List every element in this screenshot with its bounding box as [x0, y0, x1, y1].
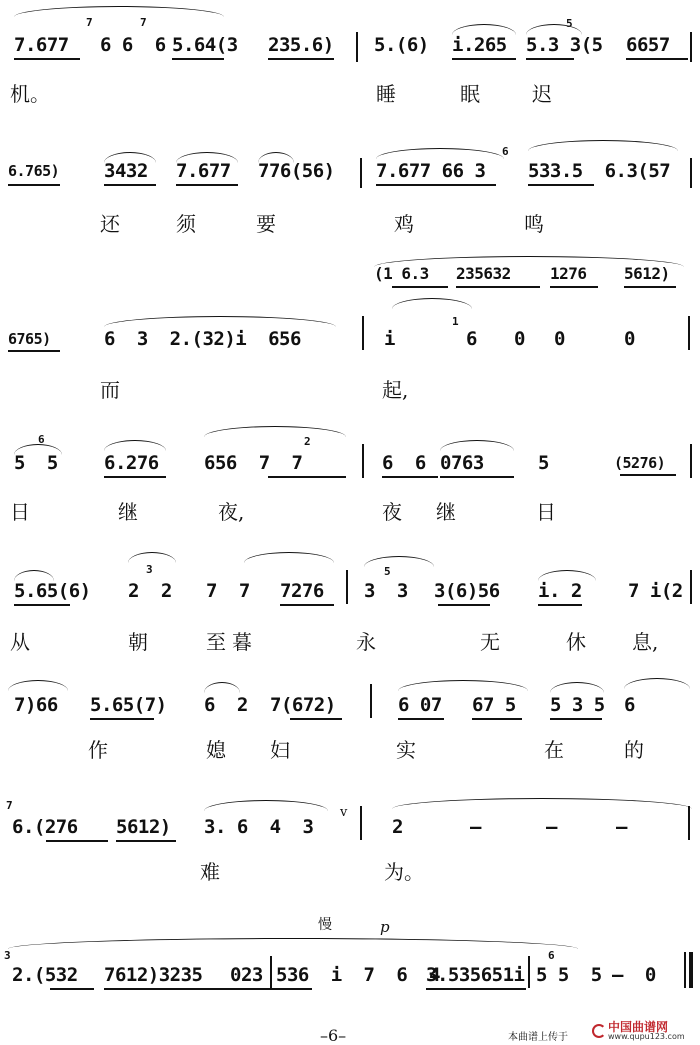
underline	[392, 286, 448, 288]
note-group: 6.276	[104, 452, 159, 474]
tempo-marking: 慢	[318, 917, 332, 933]
note-group: 3 3	[364, 580, 408, 602]
lyric: 媳	[206, 738, 226, 762]
note-group: 2.(532	[12, 964, 78, 986]
note-group: 023	[230, 964, 263, 986]
slur	[364, 556, 434, 567]
barline	[690, 32, 692, 62]
grace-note: 5	[384, 565, 391, 578]
lyric: 机。	[10, 82, 50, 106]
final-barline-thin	[684, 952, 686, 988]
lyric: 还	[100, 212, 120, 236]
barline	[360, 806, 362, 840]
note-group: 2 2	[128, 580, 172, 602]
underline	[620, 474, 676, 476]
note-group: 533.5 6.3(57	[528, 160, 671, 182]
page-number: –6–	[320, 1026, 347, 1045]
slur	[624, 678, 690, 689]
slur	[104, 316, 336, 327]
slur	[398, 680, 528, 691]
underline	[472, 718, 522, 720]
note-group: 67 5	[472, 694, 516, 716]
note-group: i. 2	[538, 580, 582, 602]
note-group: 6.765)	[8, 162, 60, 180]
barline	[270, 956, 272, 988]
underline	[624, 286, 676, 288]
lyric: 鸣	[524, 212, 544, 236]
note-group: –	[616, 816, 627, 838]
note-group: 7.677	[176, 160, 231, 182]
grace-note: 2	[304, 435, 311, 448]
lyric: 须	[176, 212, 196, 236]
barline	[356, 32, 358, 62]
note-group: 5 3 5	[550, 694, 605, 716]
note-group: 0	[514, 328, 525, 350]
note-group: 0	[624, 328, 635, 350]
underline	[452, 58, 516, 60]
underline	[104, 988, 280, 990]
lyric: 要	[256, 212, 276, 236]
logo-url: www.qupu123.com	[608, 1031, 685, 1041]
note-group: 6657	[626, 34, 670, 56]
slur	[8, 938, 578, 949]
lyric: 眠	[460, 82, 480, 106]
underline	[438, 604, 490, 606]
underline	[172, 58, 224, 60]
lyric: 日	[10, 500, 30, 524]
barline	[690, 158, 692, 188]
note-group: i.265	[452, 34, 507, 56]
slur	[8, 680, 68, 691]
note-group: 5.64(3	[172, 34, 238, 56]
underline	[290, 718, 342, 720]
slur	[204, 426, 346, 437]
slur	[14, 6, 224, 17]
lyric: 而	[100, 378, 120, 402]
underline	[14, 604, 70, 606]
note-group: 3432	[104, 160, 148, 182]
barline	[370, 684, 372, 718]
underline	[550, 718, 602, 720]
barline	[362, 316, 364, 350]
slur	[440, 440, 514, 451]
slur	[244, 552, 334, 563]
lyric: 继	[118, 500, 138, 524]
note-group: 5.3 3(5	[526, 34, 603, 56]
note-group: 7)66	[14, 694, 58, 716]
note-group: 5 5 5	[536, 964, 602, 986]
lyric: 迟	[532, 82, 552, 106]
underline	[456, 286, 540, 288]
upper-note-group: 235632	[456, 264, 511, 283]
site-logo[interactable]	[592, 1019, 685, 1041]
slur	[104, 440, 166, 451]
note-group: 7 i(2	[628, 580, 683, 602]
note-group: 6 6	[382, 452, 426, 474]
grace-note: 7	[140, 16, 147, 29]
underline	[46, 840, 108, 842]
slur	[128, 552, 176, 563]
lyric: 睡	[376, 82, 396, 106]
underline	[280, 604, 334, 606]
underline	[398, 718, 444, 720]
lyric: 息,	[632, 630, 659, 654]
note-group: 7 7	[206, 580, 250, 602]
note-group: 5	[538, 452, 549, 474]
note-group: (5276)	[614, 454, 666, 472]
underline	[276, 988, 312, 990]
lyric: 无	[480, 630, 500, 654]
grace-note: 6	[38, 433, 45, 446]
note-group: 6 6 6	[100, 34, 166, 56]
lyric: 夜	[382, 500, 402, 524]
note-group: 7276	[280, 580, 324, 602]
underline	[90, 718, 154, 720]
note-group: –	[470, 816, 481, 838]
upper-note-group: 1276	[550, 264, 587, 283]
grace-note: 6	[502, 145, 509, 158]
lyric: 永	[356, 630, 376, 654]
note-group: 6	[466, 328, 477, 350]
underline	[426, 988, 526, 990]
slur	[392, 298, 472, 309]
logo-icon	[592, 1024, 606, 1038]
lyric: 至	[206, 630, 226, 654]
underline	[268, 58, 334, 60]
note-group: 6 2	[204, 694, 248, 716]
grace-note: 3	[4, 949, 11, 962]
barline	[688, 316, 690, 350]
note-group: 6.(276	[12, 816, 78, 838]
slur	[376, 148, 504, 159]
slur	[204, 682, 240, 693]
barline	[360, 158, 362, 188]
underline	[382, 476, 438, 478]
note-group: 7612)3235	[104, 964, 203, 986]
note-group: – 0	[612, 964, 656, 986]
underline	[376, 184, 496, 186]
slur	[204, 800, 328, 811]
underline	[550, 286, 598, 288]
barline	[346, 570, 348, 604]
barline	[688, 806, 690, 840]
lyric: 为。	[384, 860, 424, 884]
underline	[176, 184, 238, 186]
lyric: 难	[200, 860, 220, 884]
note-group: 2	[392, 816, 403, 838]
note-group: 3. 6 4 3	[204, 816, 314, 838]
barline	[528, 956, 530, 988]
slur	[392, 798, 692, 809]
upload-caption: 本曲谱上传于	[508, 1032, 568, 1043]
lyric: 朝	[128, 630, 148, 654]
final-barline-thick	[689, 952, 693, 988]
slur	[550, 682, 604, 693]
note-group: 0763	[440, 452, 484, 474]
underline	[268, 476, 346, 478]
lyric: 实	[396, 738, 416, 762]
note-group: 5612)	[116, 816, 171, 838]
note-group: 6 07	[398, 694, 442, 716]
lyric: 日	[536, 500, 556, 524]
lyric: 在	[544, 738, 564, 762]
note-group: 7.677	[14, 34, 69, 56]
underline	[626, 58, 688, 60]
underline	[538, 604, 582, 606]
lyric: 起,	[382, 378, 409, 402]
underline	[104, 184, 156, 186]
lyric: 妇	[270, 738, 290, 762]
note-group: i	[384, 328, 395, 350]
lyric: 休	[566, 630, 586, 654]
underline	[50, 988, 94, 990]
grace-note: 5	[566, 17, 573, 30]
note-group: 5 5	[14, 452, 58, 474]
lyric: 作	[88, 738, 108, 762]
upper-note-group: (1 6.3	[374, 264, 429, 283]
lyric: 的	[624, 738, 644, 762]
note-group: 3.535651i	[426, 964, 525, 986]
dynamic-marking: p	[380, 918, 390, 936]
upper-note-group: 5612)	[624, 264, 670, 283]
note-group: 5.65(6)	[14, 580, 91, 602]
note-group: 0	[554, 328, 565, 350]
grace-note: 1	[452, 315, 459, 328]
underline	[116, 840, 176, 842]
barline	[362, 444, 364, 478]
underline	[528, 184, 594, 186]
note-group: 5.(6)	[374, 34, 429, 56]
note-group: 7(672)	[270, 694, 336, 716]
underline	[526, 58, 574, 60]
underline	[8, 350, 60, 352]
note-group: 6 3 2.(32)i 656	[104, 328, 301, 350]
note-group: 3(6)56	[434, 580, 500, 602]
note-group: 776(56)	[258, 160, 335, 182]
logo-brand: 中国曲谱网	[608, 1019, 669, 1034]
grace-note: 3	[146, 563, 153, 576]
note-group: 656 7 7	[204, 452, 303, 474]
note-group: 235.6)	[268, 34, 334, 56]
lyric: 从	[10, 630, 30, 654]
underline	[8, 184, 60, 186]
lyric: 鸡	[394, 212, 414, 236]
note-group: –	[546, 816, 557, 838]
note-group: 5.65(7)	[90, 694, 167, 716]
grace-note: 7	[86, 16, 93, 29]
barline	[690, 444, 692, 478]
note-group: 6765)	[8, 330, 51, 348]
underline	[440, 476, 514, 478]
breath-mark: v	[340, 805, 348, 820]
underline	[14, 58, 80, 60]
lyric: 暮	[232, 630, 252, 654]
note-group: 7.677 66 3	[376, 160, 486, 182]
slur	[528, 140, 678, 151]
lyric: 继	[436, 500, 456, 524]
barline	[690, 570, 692, 604]
lyric: 夜,	[218, 500, 245, 524]
note-group: 6	[624, 694, 635, 716]
underline	[104, 476, 166, 478]
grace-note: 6	[548, 949, 555, 962]
grace-note: 7	[6, 799, 13, 812]
note-group: 536 i 7 6 4	[276, 964, 441, 986]
